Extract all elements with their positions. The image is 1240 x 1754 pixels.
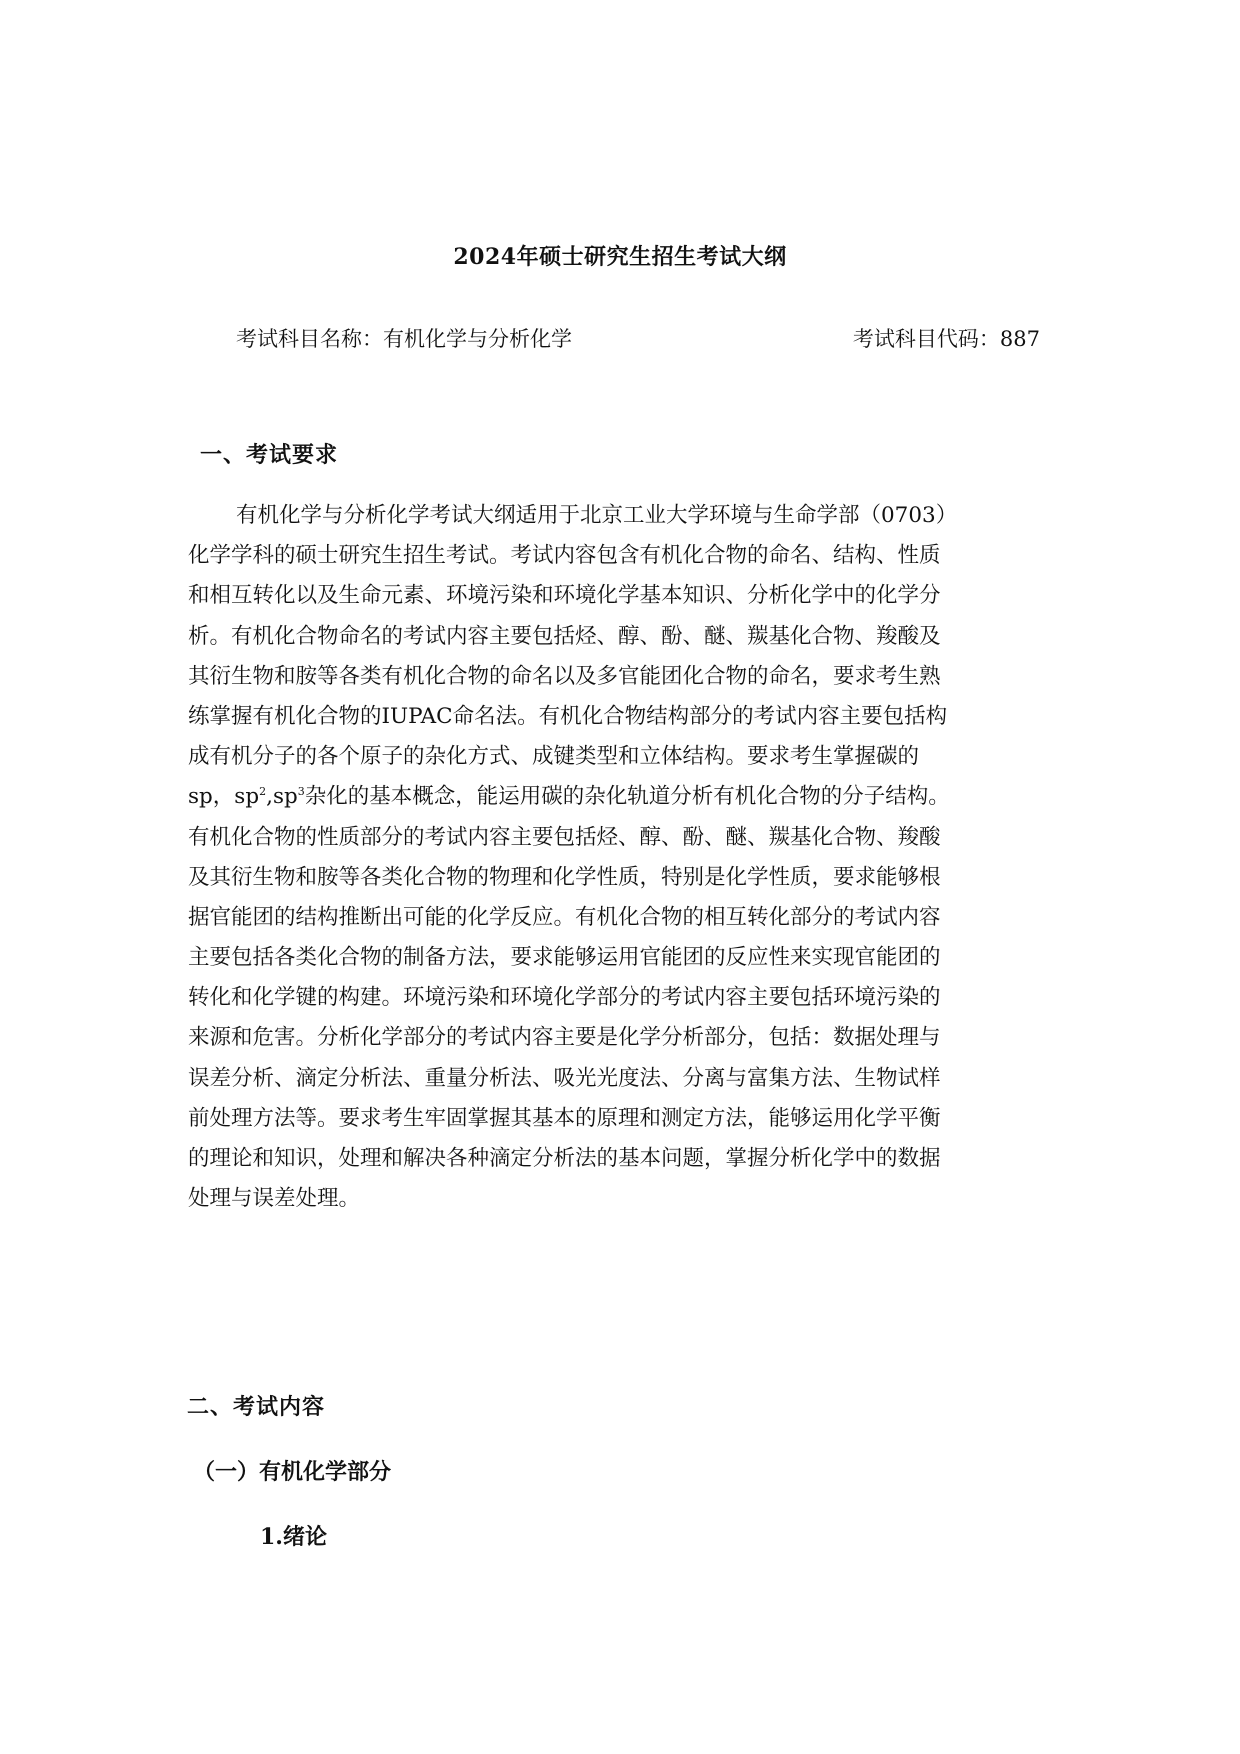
paragraph-line: 成有机分子的各个原子的杂化方式、成键类型和立体结构。要求考生掌握碳的 (188, 744, 920, 770)
item-heading-introduction: 1.绪论 (260, 1524, 327, 1550)
paragraph-line: 的理论和知识，处理和解决各种滴定分析法的基本问题，掌握分析化学中的数据 (188, 1146, 941, 1171)
hybrid-separator: , (266, 784, 273, 810)
paragraph-line: 其衍生物和胺等各类有机化合物的命名以及多官能团化合物的命名，要求考生熟 (188, 663, 941, 689)
paragraph-line: 误差分析、滴定分析法、重量分析法、吸光光度法、分离与富集方法、生物试样 (188, 1065, 941, 1091)
page-title: 2024年硕士研究生招生考试大纲 (453, 244, 787, 270)
paragraph-line: 前处理方法等。要求考生牢固掌握其基本的原理和测定方法，能够运用化学平衡 (188, 1105, 941, 1131)
paragraph-line: 及其衍生物和胺等各类化合物的物理和化学性质，特别是化学性质，要求能够根 (188, 864, 941, 890)
hybrid-sp2: $sp^2$ (234, 784, 267, 810)
paragraph-line: 转化和化学键的构建。环境污染和环境化学部分的考试内容主要包括环境污染的 (188, 985, 941, 1011)
requirements-paragraph (188, 496, 1048, 1219)
subsection-heading-organic: （一）有机化学部分 (193, 1459, 392, 1485)
paragraph-line: 化学学科的硕士研究生招生考试。考试内容包含有机化合物的命名、结构、性质 (188, 543, 941, 569)
subject-name: 考试科目名称：有机化学与分析化学 (236, 327, 572, 351)
paragraph-line: 练掌握有机化合物的IUPAC命名法。有机化合物结构部分的考试内容主要包括构 (188, 703, 948, 729)
hybrid-tail: 杂化的基本概念，能运用碳的杂化轨道分析有机化合物的分子结构。 (304, 784, 950, 810)
paragraph-line: 析。有机化合物命名的考试内容主要包括烃、醇、酚、醚、羰基化合物、羧酸及 (188, 623, 941, 649)
subject-code: 考试科目代码：887 (852, 327, 1040, 351)
hybrid-sp3: $sp^3$ (272, 784, 305, 810)
paragraph-line: 据官能团的结构推断出可能的化学反应。有机化合物的相互转化部分的考试内容 (188, 904, 941, 930)
paragraph-line: 主要包括各类化合物的制备方法，要求能够运用官能团的反应性来实现官能团的 (188, 945, 941, 971)
paragraph-line: 有机化学与分析化学考试大纲适用于北京工业大学环境与生命学部（0703） (236, 503, 958, 528)
section-heading-requirements: 一、考试要求 (200, 442, 339, 468)
paragraph-line: 和相互转化以及生命元素、环境污染和环境化学基本知识、分析化学中的化学分 (188, 583, 941, 609)
paragraph-line-hybridization (188, 777, 1048, 817)
subject-info (236, 323, 1048, 353)
section-heading-content: 二、考试内容 (187, 1394, 326, 1420)
hybrid-sp: sp， (188, 784, 235, 810)
paragraph-line: 处理与误差处理。 (188, 1186, 361, 1212)
paragraph-line: 来源和危害。分析化学部分的考试内容主要是化学分析部分，包括：数据处理与 (188, 1025, 941, 1051)
paragraph-line: 有机化合物的性质部分的考试内容主要包括烃、醇、酚、醚、羰基化合物、羧酸 (188, 824, 941, 850)
